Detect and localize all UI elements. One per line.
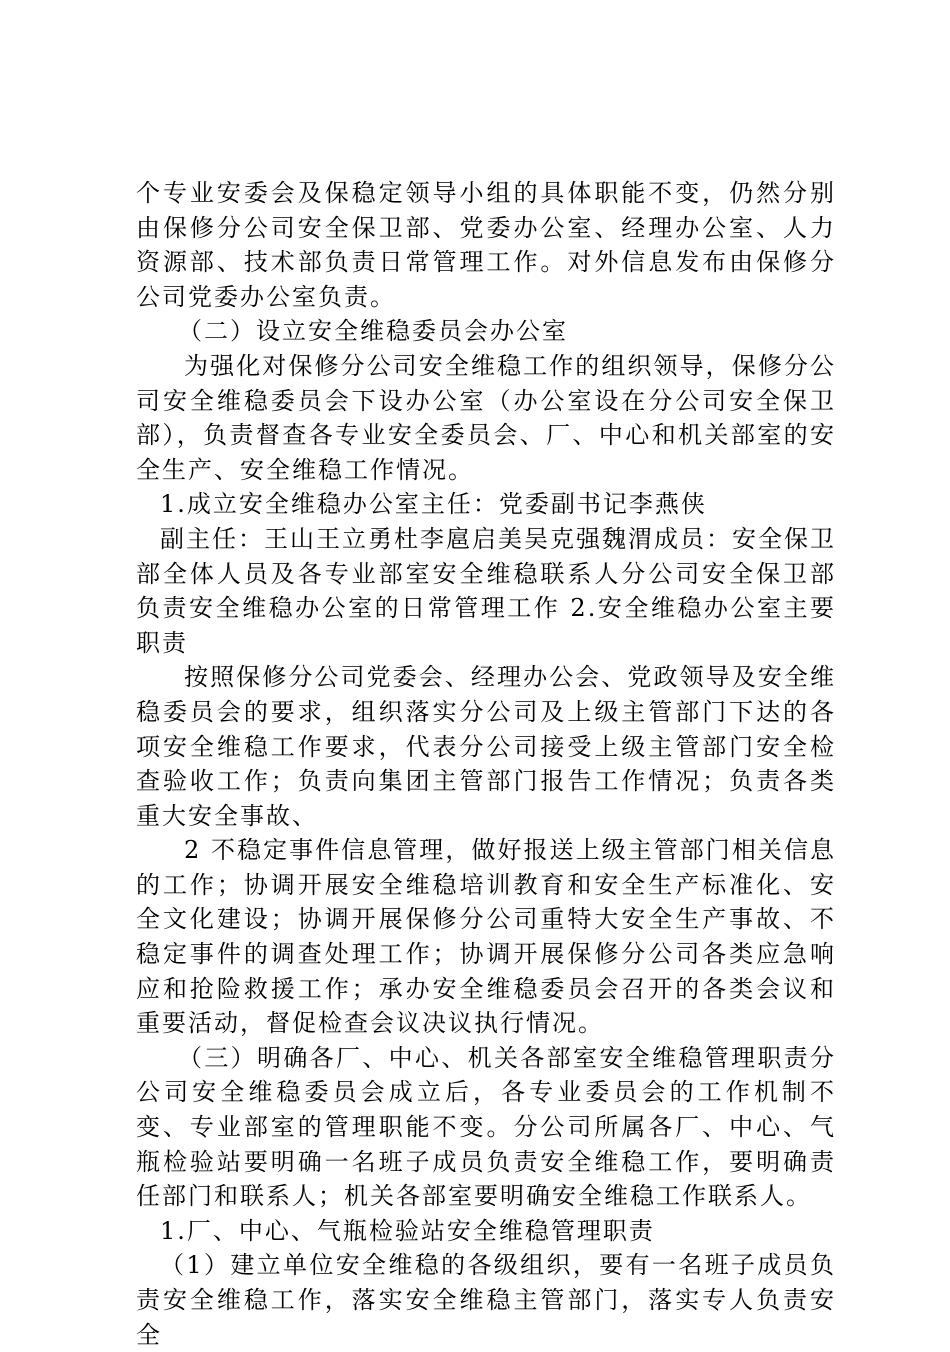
section-heading-3: （三）明确各厂、中心、机关各部室安全维稳管理职责分公司安全维稳委员会成立后，各专业委员会的工作机制不变、专业部室的管理职能不变。分公司所属各厂、中心、气瓶检验站要明确一名班子成员负责安全维稳工作，要明确责任部门和联系人；机关各部室要明确安全维稳工作联系人。 — [136, 1043, 836, 1211]
paragraph-office-director: 1.成立安全维稳办公室主任：党委副书记李燕侠 — [160, 490, 707, 519]
paragraph-office-duties: 按照保修分公司党委会、经理办公会、党政领导及安全维稳委员会的要求，组织落实分公司及上级主管部门下达的各项安全维稳工作要求，代表分公司接受上级主管部门安全检查验收工作；负责向集团主管部门报告工作情况；负责各类重大安全事故、 — [136, 663, 836, 830]
section-heading-2: （二）设立安全维稳委员会办公室 — [178, 317, 568, 346]
paragraph-item-1: （1）建立单位安全维稳的各级组织，要有一名班子成员负责安全维稳工作，落实安全维稳主管部门，落实专人负责安全 — [136, 1251, 836, 1349]
document-body — [136, 176, 836, 1352]
paragraph-factory-duties-heading: 1.厂、中心、气瓶检验站安全维稳管理职责 — [160, 1216, 655, 1245]
paragraph-office-deputy: 副主任：王山王立勇杜李扈启美吴克强魏渭成员：安全保卫部全体人员及各专业部室安全维稳联系人分公司安全保卫部负责安全维稳办公室的日常管理工作 2.安全维稳办公室主要职责 — [136, 524, 836, 657]
paragraph-duties-continued: 2 不稳定事件信息管理，做好报送上级主管部门相关信息的工作；协调开展安全维稳培训教育和安全生产标准化、安全文化建设；协调开展保修分公司重特大安全生产事故、不稳定事件的调查处理工作；协调开展保修分公司各类应急响应和抢险救援工作；承办安全维稳委员会召开的各类会议和重要活动，督促检查会议决议执行情况。 — [136, 836, 836, 1038]
paragraph-continuation: 个专业安委会及保稳定领导小组的具体职能不变，仍然分别由保修分公司安全保卫部、党委办公室、经理办公室、人力资源部、技术部负责日常管理工作。对外信息发布由保修分公司党委办公室负责。 — [136, 179, 836, 311]
paragraph-office-setup: 为强化对保修分公司安全维稳工作的组织领导，保修分公司安全维稳委员会下设办公室（办公室设在分公司安全保卫部），负责督查各专业安全委员会、厂、中心和机关部室的安全生产、安全维稳工作情况。 — [136, 351, 836, 484]
